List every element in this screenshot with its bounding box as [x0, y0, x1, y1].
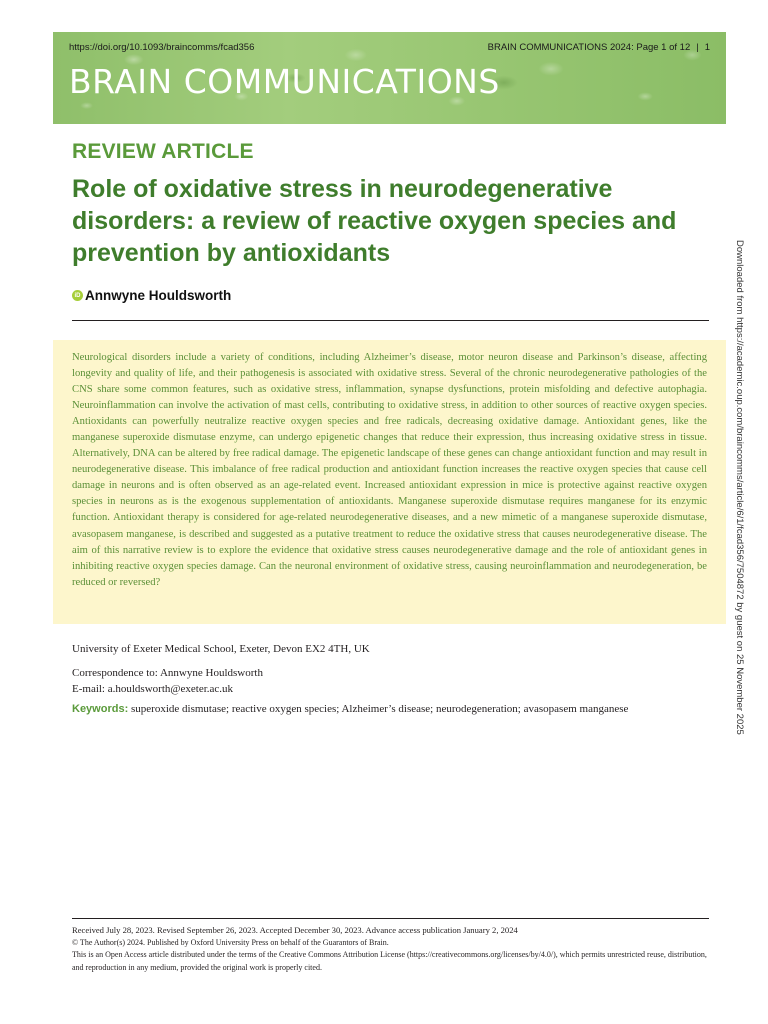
banner-top-row	[69, 40, 710, 54]
article-type: REVIEW ARTICLE	[72, 140, 254, 163]
article-title: Role of oxidative stress in neurodegenerative disorders: a review of reactive oxygen species and prevention by antioxidants	[72, 175, 677, 267]
author-name[interactable]: Annwyne Houldsworth	[85, 288, 232, 303]
email[interactable]: E-mail: a.houldsworth@exeter.ac.uk	[72, 683, 234, 695]
footer	[72, 924, 712, 974]
author-row	[72, 288, 231, 303]
separator: |	[696, 41, 699, 53]
journal-banner	[53, 32, 726, 124]
footer-copyright: © The Author(s) 2024. Published by Oxford University Press on behalf of the Guarantors of Brain.	[72, 937, 389, 947]
divider-footer	[72, 918, 709, 919]
page-number: 1	[704, 41, 710, 53]
divider-top	[72, 320, 709, 321]
correspondence	[72, 665, 263, 697]
doi-link[interactable]: https://doi.org/10.1093/braincomms/fcad356	[69, 41, 255, 53]
orcid-icon[interactable]: iD	[72, 290, 83, 301]
journal-page-info: BRAIN COMMUNICATIONS 2024: Page 1 of 12	[487, 41, 691, 53]
journal-name: BRAIN COMMUNICATIONS	[69, 62, 500, 101]
footer-dates: Received July 28, 2023. Revised September 26, 2023. Accepted December 30, 2023. Advance access publication January 2, 2024	[72, 925, 518, 935]
download-note-text: Downloaded from https://academic.oup.com/braincomms/article/6/1/fcad356/7504872 by guest on 25 November 2025	[734, 240, 745, 735]
download-note	[733, 240, 745, 785]
abstract-text: Neurological disorders include a variety of conditions, including Alzheimer’s disease, motor neuron disease and Parkinson’s disease, affecting longevity and quality of life, and their pathogenesis is associated with oxidative stress. Several of the chronic neurodegenerative pathologies of the CNS share some common features, such as oxidative stress, inflammation, synapse dysfunctions, protein misfolding and defective autophagia. Neuroinflammation can involve the activation of mast cells, contributing to oxidative stress, in addition to other sources of reactive oxygen species. Antioxidants can powerfully neutralize reactive oxygen species and free radicals, decreasing oxidative damage. Antioxidant genes, like the manganese superoxide dismutase enzyme, can undergo epigenetic changes that reduce their expression, thus increasing oxidative stress in tissue. Alternatively, DNA can be altered by free radical damage. The epigenetic landscape of these genes can change antioxidant function and may result in neurodegenerative disease. This imbalance of free radical production and antioxidant function increases the reactive oxygen species that cause cell damage in neurons and is often observed as an age-related event. Increased antioxidant expression in mice is protective against reactive oxygen species in neurons as is the exogenous supplementation of antioxidants. Manganese superoxide dismutase requires manganese for its enzymic function. Antioxidant therapy is considered for age-related neurodegenerative diseases, and a new mimetic of a manganese superoxide dismutase, avasopasem manganese, is described and suggested as a putative treatment to reduce the oxidative stress that causes neurodegenerative disease. The aim of this narrative review is to explore the evidence that oxidative stress causes neurodegenerative damage and the role of antioxidant genes in inhibiting reactive oxygen species damage. Can the neuronal environment of oxidative stress, causing neuroinflammation and neurodegeneration, be reduced or reversed?	[72, 352, 707, 588]
keywords	[72, 703, 628, 715]
correspondence-line: Correspondence to: Annwyne Houldsworth	[72, 667, 263, 679]
banner-right	[488, 42, 710, 53]
abstract-box	[53, 340, 726, 624]
footer-license: This is an Open Access article distributed under the terms of the Creative Commons Attribution License (https://creativecommons.org/licenses/by/4.0/), which permits unrestricted reuse, distribution, and reproduction in any medium, provided the original work is properly cited.	[72, 950, 707, 972]
affiliation: University of Exeter Medical School, Exeter, Devon EX2 4TH, UK	[72, 643, 370, 655]
keywords-label: Keywords:	[72, 703, 129, 715]
keywords-text: superoxide dismutase; reactive oxygen species; Alzheimer’s disease; neurodegeneration; avasopasem manganese	[131, 703, 629, 715]
